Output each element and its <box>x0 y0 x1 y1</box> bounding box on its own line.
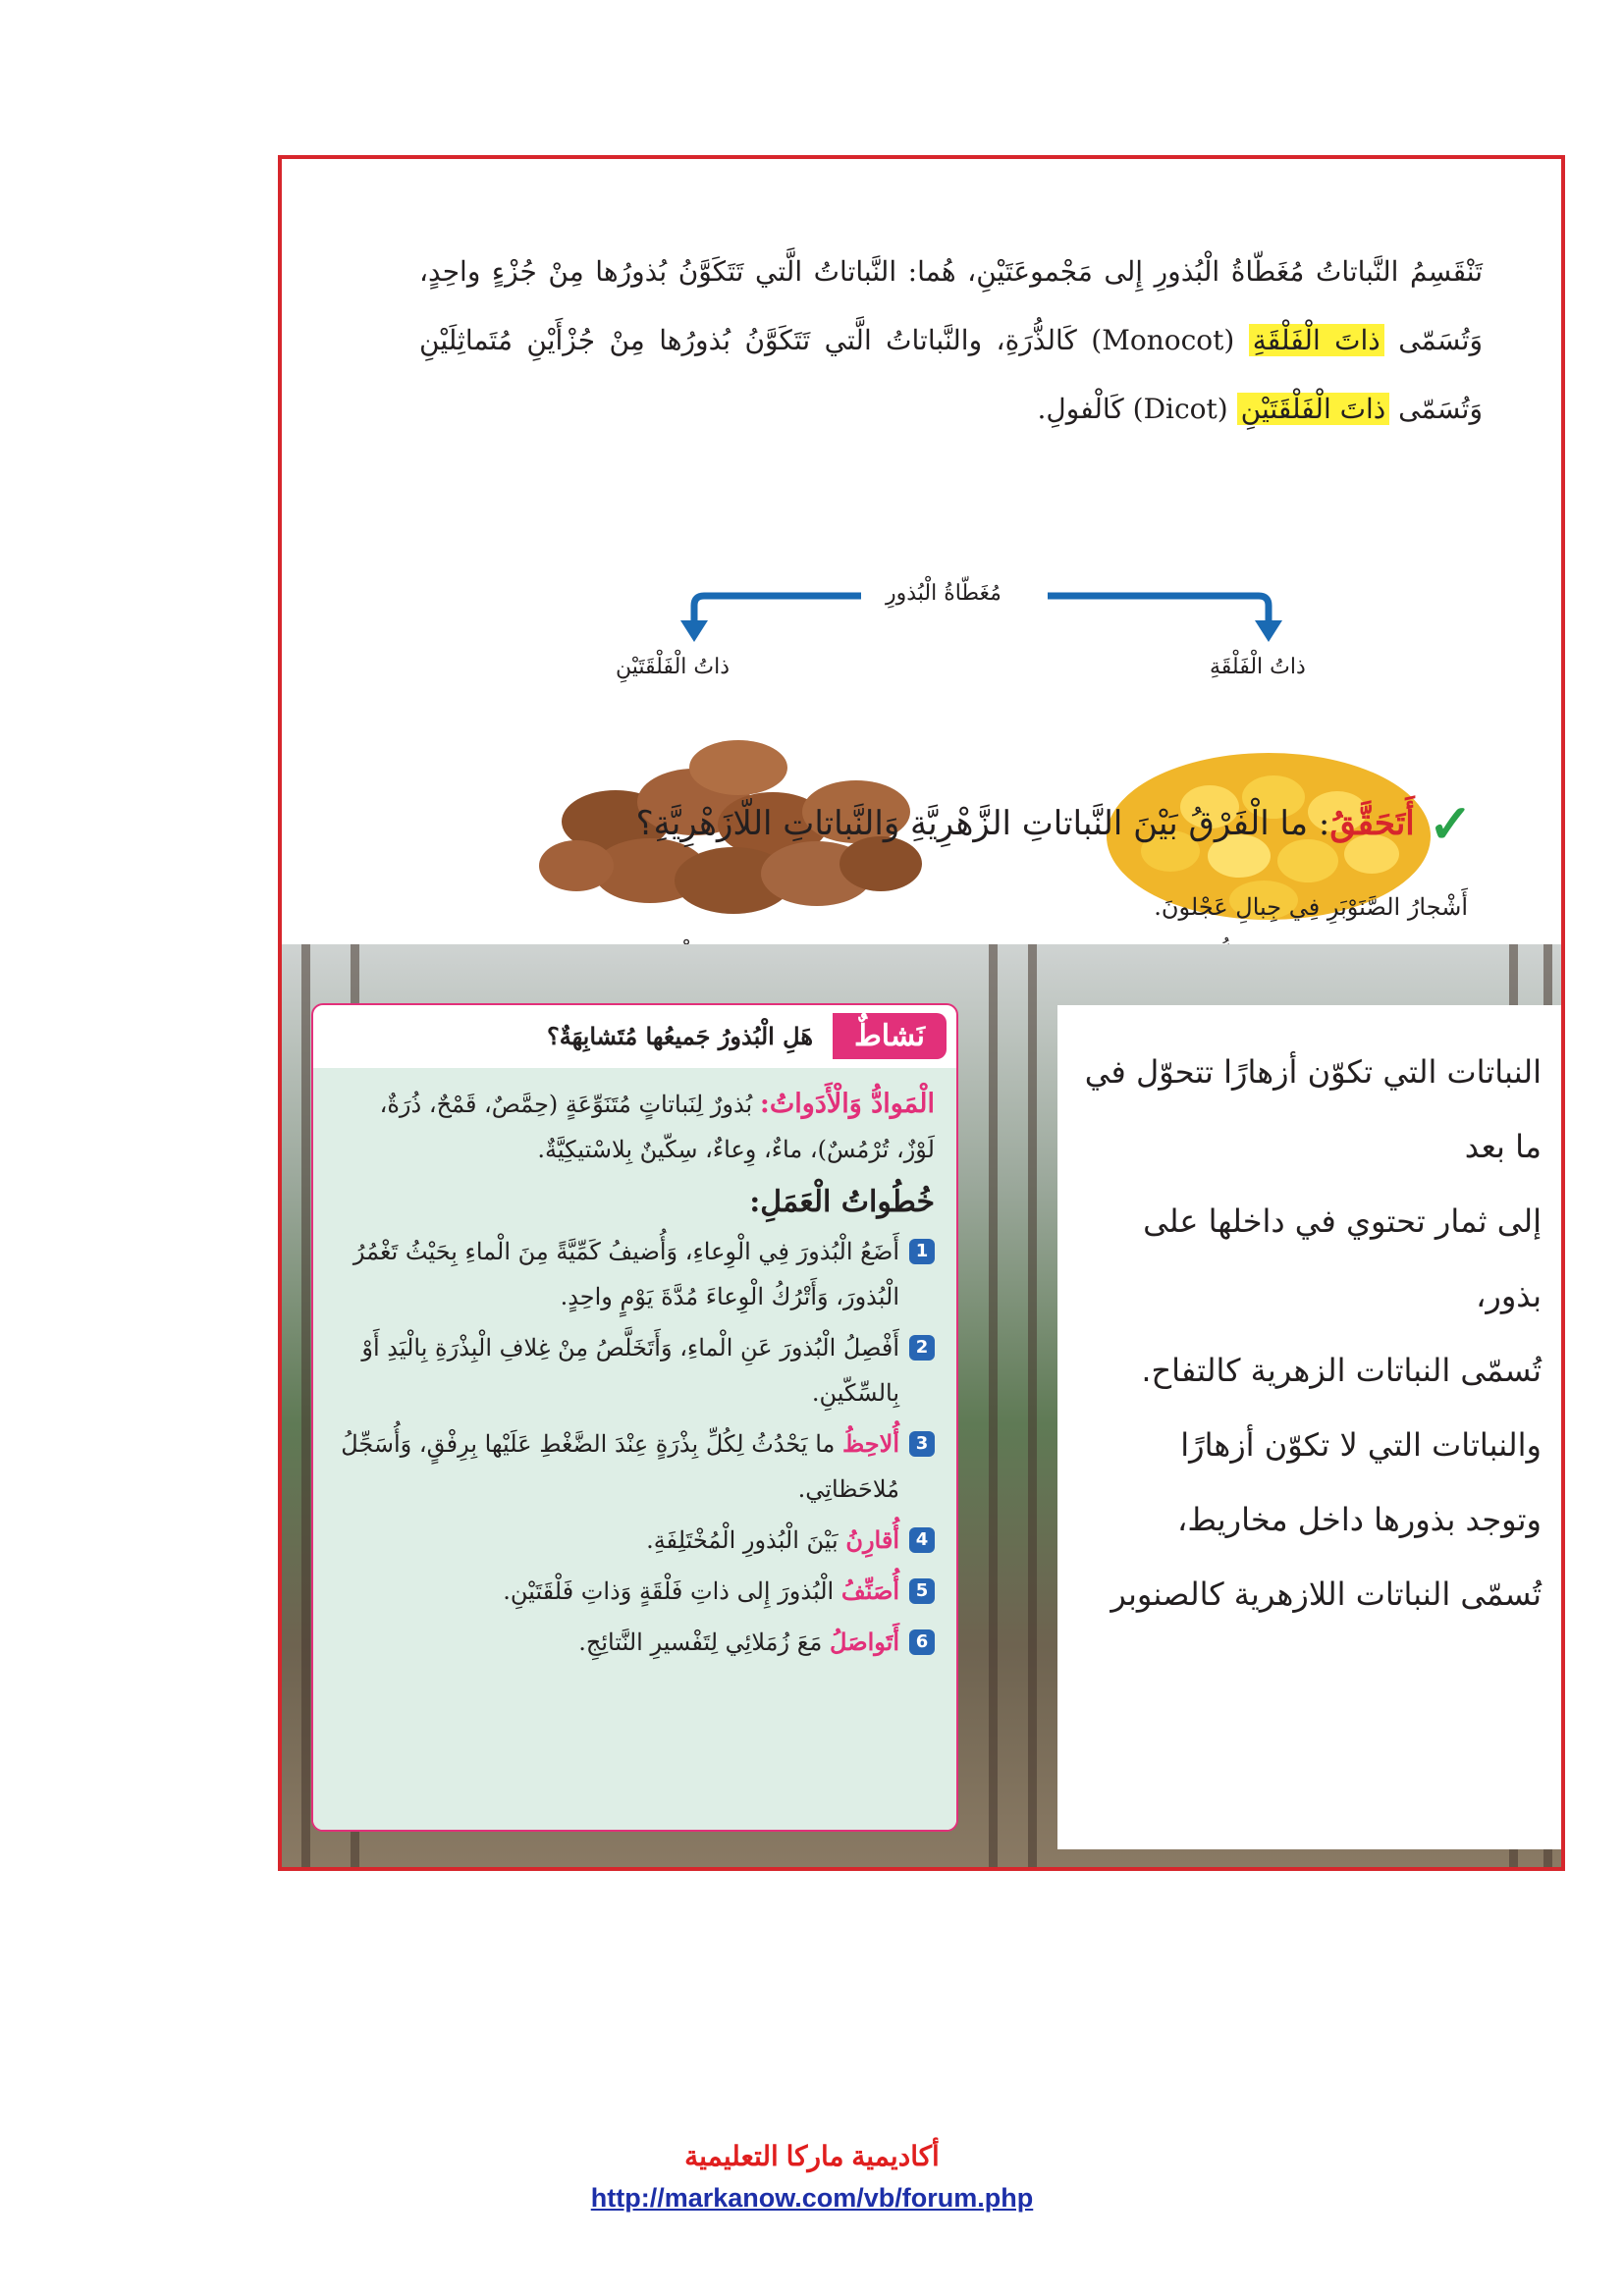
monocot-label: ذاتُ الْفَلْقَةِ <box>1210 655 1306 679</box>
step-item <box>335 1620 935 1665</box>
activity-header <box>313 1005 956 1066</box>
page-frame <box>278 155 1565 1871</box>
step-text: بَيْنَ الْبُذورِ الْمُخْتَلِفَةِ. <box>646 1526 839 1554</box>
arrow-left-head <box>680 620 708 642</box>
note-line: تُسمّى النباتات اللازهرية كالصنوبر <box>1110 1575 1542 1613</box>
materials <box>335 1082 935 1172</box>
academy-name: أكاديمية ماركا التعليمية <box>684 2141 940 2171</box>
activity-question: هَلِ الْبُذورُ جَميعُها مُتَشابِهَةٌ؟ <box>547 1021 813 1050</box>
note-line: النباتات التي تكوّن أزهارًا تتحوّل في ما بعد <box>1084 1053 1542 1165</box>
step-verb: أُقارِنُ <box>845 1525 899 1554</box>
arrow-right-line <box>1048 596 1269 620</box>
highlight-monocot: ذاتَ الْفَلْقَةِ <box>1249 324 1384 356</box>
step-item <box>335 1518 935 1563</box>
intro-paragraph <box>419 238 1483 444</box>
step-number: 6 <box>909 1629 935 1655</box>
dicot-label: ذاتُ الْفَلْقَتَيْنِ <box>616 655 730 679</box>
pine-photo-caption: أَشْجارُ الصَّنَوْبَرِ فِي جِبالِ عَجْلونَ. <box>1154 893 1468 921</box>
step-verb: أُلاحِظُ <box>842 1429 899 1458</box>
highlight-dicot: ذاتَ الْفَلْقَتَيْنِ <box>1237 393 1390 425</box>
forum-link[interactable]: http://markanow.com/vb/forum.php <box>590 2183 1034 2213</box>
step-text: أَضَعُ الْبُذورَ فِي الْوِعاءِ، وَأُضيفُ كَمِّيَّةً مِنَ الْماءِ بِحَيْثُ تَغْمُرُ الْبُذورَ، وَأَتْرُكُ الْوِعاءَ مُدَّةَ يَوْمٍ واحِدٍ. <box>352 1238 899 1310</box>
intro-text-1: تَنْقَسِمُ النَّباتاتُ مُغَطّاةُ الْبُذورِ إِلى مَجْموعَتَيْنِ، هُما: النَّباتاتُ الَّتي تَتَكَوَّنُ بُذورُها مِنْ جُزْءٍ واحِدٍ، وَتُسَمّى <box>419 255 1484 356</box>
activity-box <box>311 1003 958 1832</box>
materials-label: الْمَوادُّ وَالْأَدَواتُ: <box>759 1089 935 1119</box>
arrow-left-line <box>694 596 861 620</box>
checkmark-icon: ✓ <box>1428 792 1473 855</box>
step-verb: أُصَنِّفُ <box>840 1576 899 1605</box>
handwritten-note-panel <box>1057 1005 1561 1849</box>
diagram-root-label: مُغَطّاةُ الْبُذورِ <box>886 581 1001 606</box>
step-text: أَفْصِلُ الْبُذورَ عَنِ الْماءِ، وَأَتَخَلَّصُ مِنْ غِلافِ الْبِذْرَةِ بِالْيَدِ أَوْ بِالسِّكّينِ. <box>361 1334 899 1407</box>
materials-text: بُذورٌ لِنَباتاتٍ مُتَنَوِّعَةٍ (حِمَّصٌ، قَمْحٌ، ذُرَةٌ، لَوْزٌ، تُرْمُسٌ)، ماءٌ، وِعاءٌ، سِكّينٌ بِلاسْتيكِيَّةٌ. <box>379 1091 935 1163</box>
check-label: أَتَحَقَّقُ <box>1329 804 1415 843</box>
step-text: الْبُذورَ إِلى ذاتِ فَلْقَةٍ وَذاتِ فَلْقَتَيْنِ. <box>503 1577 835 1605</box>
step-number: 3 <box>909 1431 935 1457</box>
note-line: تُسمّى النباتات الزهرية كالتفاح. <box>1141 1352 1542 1389</box>
step-text: ما يَحْدُثُ لِكُلِّ بِذْرَةٍ عِنْدَ الضَّغْطِ عَلَيْها بِرِفْقٍ، وَأُسَجِّلُ مُلاحَظاتِي. <box>341 1430 899 1503</box>
step-number: 5 <box>909 1578 935 1604</box>
step-number: 1 <box>909 1239 935 1264</box>
activity-badge: نَشاطٌ <box>833 1013 947 1059</box>
step-verb: أَتَواصَلُ <box>830 1628 899 1656</box>
step-text: مَعَ زُمَلائِي لِتَفْسيرِ النَّتائِجِ. <box>578 1629 823 1656</box>
step-item <box>335 1229 935 1319</box>
step-number: 2 <box>909 1335 935 1361</box>
steps-title: خُطُواتُ الْعَمَلِ: <box>749 1185 935 1219</box>
note-text <box>1077 1035 1542 1631</box>
note-line: إلى ثمار تحتوي في داخلها على بذور، <box>1143 1202 1542 1314</box>
step-item <box>335 1569 935 1614</box>
note-line: والنباتات التي لا تكوّن أزهارًا <box>1180 1426 1542 1464</box>
intro-text-3: (Dicot) كَالْفولِ. <box>1037 393 1228 425</box>
note-line: وتوجد بذورها داخل مخاريط، <box>1177 1501 1542 1538</box>
check-question-text: : ما الْفَرْقُ بَيْنَ النَّباتاتِ الزَّهْرِيَّةِ وَالنَّباتاتِ اللّازَهْرِيَّةِ؟ <box>635 804 1330 843</box>
step-item <box>335 1421 935 1512</box>
step-number: 4 <box>909 1527 935 1553</box>
activity-body <box>313 1068 956 1830</box>
arrow-right-head <box>1255 620 1282 642</box>
step-item <box>335 1325 935 1415</box>
intro-text-2: (Monocot) كَالذُّرَةِ، والنَّباتاتُ الَّتي تَتَكَوَّنُ بُذورُها مِنْ جُزْأَيْنِ مُتَماثِلَيْنِ وَتُسَمّى <box>419 324 1483 425</box>
check-question <box>636 792 1473 855</box>
